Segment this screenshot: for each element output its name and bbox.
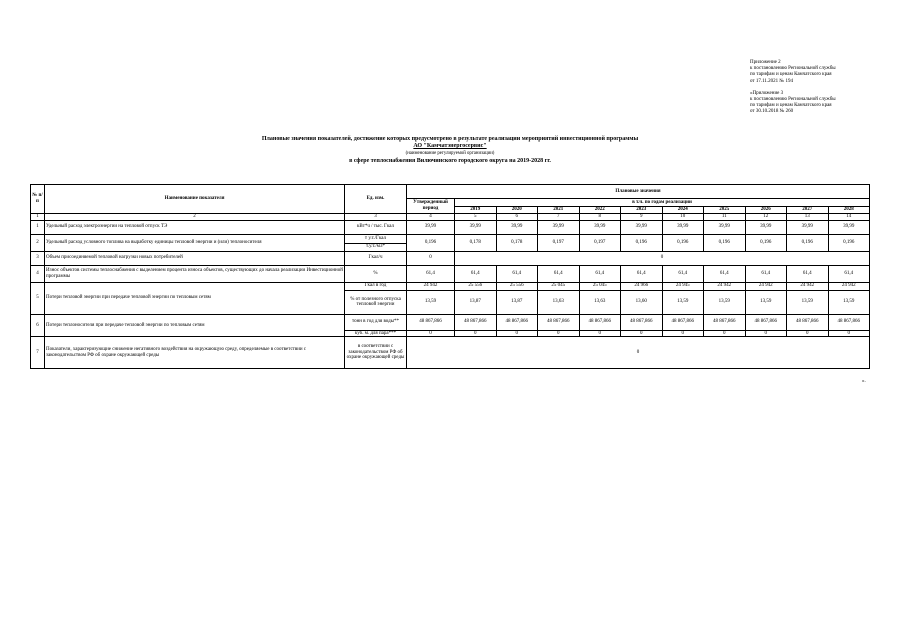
appendix-line: по тарифам и ценам Камчатского края bbox=[750, 72, 832, 78]
column-number: 7 bbox=[538, 214, 580, 221]
row-value: 39,99 bbox=[621, 220, 663, 234]
row-value: 0 bbox=[662, 330, 704, 337]
row-value: 24 945 bbox=[662, 282, 704, 290]
row-value: 13,63 bbox=[579, 290, 621, 314]
row-base: 24 942 bbox=[407, 282, 455, 290]
row-value: 61,4 bbox=[828, 265, 870, 282]
row-value: 0,196 bbox=[787, 234, 829, 251]
table-row bbox=[31, 220, 870, 234]
row-value: 0 bbox=[828, 330, 870, 337]
row-value: 39,99 bbox=[704, 220, 746, 234]
row-base: 13,59 bbox=[407, 290, 455, 314]
column-number: 2 bbox=[45, 214, 345, 221]
row-value: 13,60 bbox=[621, 290, 663, 314]
row-value: 39,99 bbox=[538, 220, 580, 234]
row-value: 0 bbox=[787, 330, 829, 337]
row-unit: Гкал/ч bbox=[345, 251, 407, 265]
table-row bbox=[31, 234, 870, 243]
row-num: 6 bbox=[31, 314, 45, 337]
row-value: 13,59 bbox=[745, 290, 787, 314]
closing-quote: ». bbox=[862, 379, 866, 384]
row-value: 0,196 bbox=[828, 234, 870, 251]
row-value: 24 942 bbox=[787, 282, 829, 290]
row-base: 39,99 bbox=[407, 220, 455, 234]
row-value: 48 867,866 bbox=[621, 314, 663, 330]
row-unit: куб. м. для пара*** bbox=[345, 330, 407, 337]
appendix-line: от 30.10.2018 № 260 bbox=[750, 109, 794, 115]
row-value: 13,59 bbox=[787, 290, 829, 314]
appendix-current bbox=[750, 60, 890, 85]
row-unit: % от полезного отпуска тепловой энергии bbox=[345, 290, 407, 314]
row-value: 39,99 bbox=[787, 220, 829, 234]
row-base: 0 bbox=[407, 251, 455, 265]
heading-title: Плановые значения показателей, достижение которых предусмотрено в результате реализации мероприятий инвестиционной программы bbox=[261, 136, 639, 142]
row-value: 61,4 bbox=[704, 265, 746, 282]
row-value: 61,4 bbox=[579, 265, 621, 282]
row-value: 39,99 bbox=[579, 220, 621, 234]
header-year: 2021 bbox=[538, 207, 580, 214]
header-year: 2020 bbox=[496, 207, 538, 214]
row-value: 0 bbox=[455, 330, 497, 337]
row-value: 61,4 bbox=[787, 265, 829, 282]
row-unit: кВт*ч / тыс. Гкал bbox=[345, 220, 407, 234]
row-value: 13,87 bbox=[496, 290, 538, 314]
row-value: 48 867,866 bbox=[828, 314, 870, 330]
row-value: 61,4 bbox=[496, 265, 538, 282]
row-unit: Гкал в год bbox=[345, 282, 407, 290]
row-value: 61,4 bbox=[538, 265, 580, 282]
header-plan: Плановые значения bbox=[407, 185, 870, 199]
table-row bbox=[31, 265, 870, 282]
row-merged-value: 0 bbox=[407, 337, 870, 369]
row-base: 0 bbox=[407, 330, 455, 337]
row-num: 2 bbox=[31, 234, 45, 251]
document-heading bbox=[150, 136, 750, 165]
row-value: 61,4 bbox=[455, 265, 497, 282]
row-num: 7 bbox=[31, 337, 45, 369]
row-value: 0 bbox=[538, 330, 580, 337]
appendix-line: Приложение 2 bbox=[750, 60, 781, 65]
row-name: Показатели, характеризующие снижение негативного воздействия на окружающую среду, определяемые в соответствии с законодательством РФ об охране окружающей среды bbox=[45, 337, 345, 369]
column-number: 4 bbox=[407, 214, 455, 221]
row-value: 61,4 bbox=[621, 265, 663, 282]
indicators-table bbox=[30, 184, 870, 369]
header-approved: Утвержденный период bbox=[407, 199, 455, 214]
row-value: 48 867,866 bbox=[704, 314, 746, 330]
row-value: 13,59 bbox=[662, 290, 704, 314]
header-year: 2024 bbox=[662, 207, 704, 214]
row-value: 61,4 bbox=[662, 265, 704, 282]
appendix-line: по тарифам и ценам Камчатского края bbox=[750, 103, 832, 109]
column-number: 1 bbox=[31, 214, 45, 221]
appendix-line: «Приложение 3 bbox=[750, 90, 784, 96]
row-value: 0,196 bbox=[745, 234, 787, 251]
header-year: 2026 bbox=[745, 207, 787, 214]
row-base: 48 867,866 bbox=[407, 314, 455, 330]
row-name: Износ объектов системы теплоснабжения с выделением процента износа объектов, существующих до начала реализации Инвестиционной программы bbox=[45, 265, 345, 282]
row-value: 48 867,866 bbox=[579, 314, 621, 330]
row-value: 13,87 bbox=[455, 290, 497, 314]
row-unit: т.у.т./м3* bbox=[345, 243, 407, 251]
row-value: 25 556 bbox=[496, 282, 538, 290]
heading-organization: АО "Камчатэнергосервис" bbox=[413, 143, 487, 150]
row-value: 24 942 bbox=[704, 282, 746, 290]
header-year: 2019 bbox=[455, 207, 497, 214]
row-value: 48 867,866 bbox=[455, 314, 497, 330]
row-num: 4 bbox=[31, 265, 45, 282]
header-year: 2028 bbox=[828, 207, 870, 214]
header-by-year: в т.ч. по годам реализации bbox=[455, 199, 870, 207]
heading-scope: в сфере теплоснабжения Вилючинского городского округа на 2019-2028 гг. bbox=[349, 157, 551, 164]
row-value: 48 867,866 bbox=[745, 314, 787, 330]
row-value: 25 045 bbox=[579, 282, 621, 290]
table-row bbox=[31, 251, 870, 265]
appendix-line: к постановлению Региональной службы bbox=[750, 97, 836, 103]
column-number: 9 bbox=[621, 214, 663, 221]
row-value: 0,197 bbox=[579, 234, 621, 251]
row-base: 0,196 bbox=[407, 234, 455, 251]
row-value: 0 bbox=[496, 330, 538, 337]
row-value: 0,196 bbox=[621, 234, 663, 251]
heading-organization-note: (наименование регулируемой организации) bbox=[405, 151, 495, 157]
row-num: 5 bbox=[31, 282, 45, 314]
row-unit: в соответствии с законодательством РФ об охране окружающей среды bbox=[345, 337, 407, 369]
column-number: 13 bbox=[787, 214, 829, 221]
row-name: Потери тепловой энергии при передаче тепловой энергии по тепловым сетям bbox=[45, 282, 345, 314]
column-number: 6 bbox=[496, 214, 538, 221]
row-base: 61,4 bbox=[407, 265, 455, 282]
row-value: 61,4 bbox=[745, 265, 787, 282]
row-num: 1 bbox=[31, 220, 45, 234]
header-unit: Ед. изм. bbox=[345, 185, 407, 214]
row-value: 48 867,866 bbox=[787, 314, 829, 330]
row-value: 0,196 bbox=[662, 234, 704, 251]
row-name: Потери теплоносителя при передаче тепловой энергии по тепловым сетям bbox=[45, 314, 345, 337]
row-name: Удельный расход электроэнергии на тепловой отпуск ТЭ bbox=[45, 220, 345, 234]
appendix-block bbox=[750, 60, 890, 122]
row-value: 39,99 bbox=[662, 220, 704, 234]
row-value: 13,59 bbox=[828, 290, 870, 314]
row-value: 0,196 bbox=[704, 234, 746, 251]
row-value: 0,178 bbox=[496, 234, 538, 251]
row-value: 39,99 bbox=[496, 220, 538, 234]
appendix-line: от 17.11.2021 № 194 bbox=[750, 78, 793, 84]
table-row bbox=[31, 337, 870, 369]
row-value: 25 045 bbox=[538, 282, 580, 290]
header-year: 2022 bbox=[579, 207, 621, 214]
row-value: 48 867,866 bbox=[662, 314, 704, 330]
row-value: 24 966 bbox=[621, 282, 663, 290]
appendix-line: к постановлению Региональной службы bbox=[750, 66, 836, 72]
row-value: 0,197 bbox=[538, 234, 580, 251]
row-value: 39,99 bbox=[745, 220, 787, 234]
column-number: 3 bbox=[345, 214, 407, 221]
row-value: 39,99 bbox=[455, 220, 497, 234]
column-number: 12 bbox=[745, 214, 787, 221]
row-merged-value: 0 bbox=[455, 251, 870, 265]
row-unit: % bbox=[345, 265, 407, 282]
row-unit: тонн в год для воды** bbox=[345, 314, 407, 330]
row-value: 39,99 bbox=[828, 220, 870, 234]
table-row bbox=[31, 314, 870, 330]
row-value: 0 bbox=[704, 330, 746, 337]
appendix-previous bbox=[750, 91, 890, 116]
row-name: Удельный расход условного топлива на выработку единицы тепловой энергии и (или) теплоносителя bbox=[45, 234, 345, 251]
header-year: 2023 bbox=[621, 207, 663, 214]
column-number: 10 bbox=[662, 214, 704, 221]
column-number-row bbox=[31, 214, 870, 221]
header-num: № п/п bbox=[31, 185, 45, 214]
header-year: 2025 bbox=[704, 207, 746, 214]
row-value: 0 bbox=[745, 330, 787, 337]
column-number: 11 bbox=[704, 214, 746, 221]
row-name: Объем присоединяемой тепловой нагрузки новых потребителей bbox=[45, 251, 345, 265]
row-value: 48 867,866 bbox=[496, 314, 538, 330]
column-number: 5 bbox=[455, 214, 497, 221]
row-value: 48 867,866 bbox=[538, 314, 580, 330]
row-value: 24 942 bbox=[745, 282, 787, 290]
row-value: 25 556 bbox=[455, 282, 497, 290]
header-name: Наименование показателя bbox=[45, 185, 345, 214]
column-number: 8 bbox=[579, 214, 621, 221]
row-unit: т у.т./Гкал bbox=[345, 234, 407, 243]
row-num: 3 bbox=[31, 251, 45, 265]
row-value: 0,178 bbox=[455, 234, 497, 251]
row-value: 24 942 bbox=[828, 282, 870, 290]
header-year: 2027 bbox=[787, 207, 829, 214]
table-row bbox=[31, 282, 870, 290]
row-value: 0 bbox=[621, 330, 663, 337]
row-value: 0 bbox=[579, 330, 621, 337]
row-value: 13,59 bbox=[704, 290, 746, 314]
column-number: 14 bbox=[828, 214, 870, 221]
row-value: 13,63 bbox=[538, 290, 580, 314]
